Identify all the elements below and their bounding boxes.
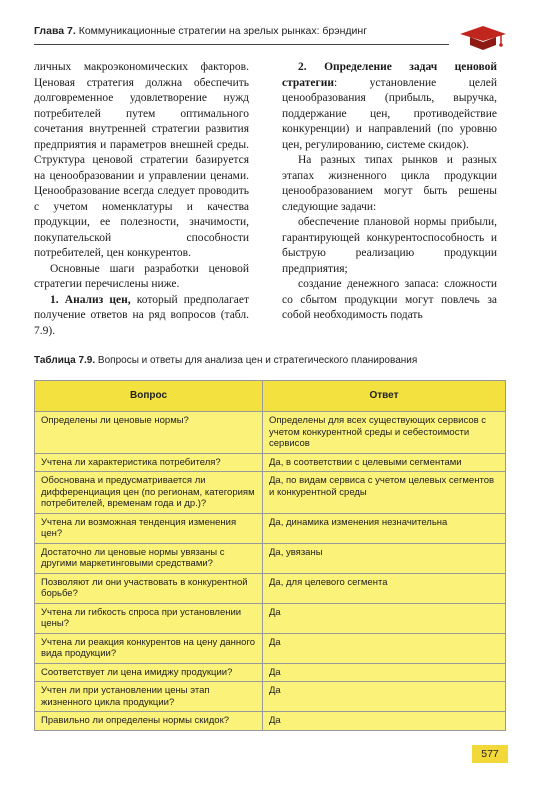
answer-cell: Да, для целевого сегмента — [263, 573, 506, 603]
chapter-label: Глава 7. — [34, 25, 76, 37]
table-row — [35, 712, 506, 731]
graduation-cap-icon — [458, 22, 508, 52]
list-item: создание денежного запаса: сложности со сбытом продукции могут повлечь за собой необходимость подать — [282, 278, 497, 321]
paragraph: личных макроэкономических факторов. Ценовая стратегия должна обеспечить долговременное удовлетворение нужд потребителей путем оптимального сочетания внутренней стратегии развития предприятия и параметров внешней среды. Структура ценовой стратегии базируется на ценообразовании и управлении ценами. Ценообразование всегда следует проводить с учетом номенклатуры и качества продукции, ее полезности, значимости, покупательской способности потребителей, цен конкурентов. — [34, 61, 249, 259]
column-header-question: Вопрос — [35, 381, 263, 412]
table-row — [35, 412, 506, 454]
paragraph: Основные шаги разработки ценовой стратегии перечислены ниже. — [34, 262, 249, 290]
table-row — [35, 453, 506, 472]
table-row — [35, 603, 506, 633]
answer-cell: Да — [263, 663, 506, 682]
question-cell: Определены ли ценовые нормы? — [35, 412, 263, 454]
question-cell: Учтена ли характеристика потребителя? — [35, 453, 263, 472]
question-cell: Учтена ли возможная тенденция изменения цен? — [35, 513, 263, 543]
right-text-column — [282, 60, 497, 324]
table-caption-text: Вопросы и ответы для анализа цен и стратегического планирования — [97, 355, 418, 366]
answer-cell: Да — [263, 603, 506, 633]
paragraph: На разных типах рынков и разных этапах жизненного цикла продукции ценообразованием могут быть решены следующие задачи: — [282, 154, 497, 213]
step-heading: 1. Анализ цен, — [50, 293, 131, 306]
answer-cell: Да — [263, 633, 506, 663]
list-item: обеспечение плановой нормы прибыли, гарантирующей конкурентоспособность и быструю реализацию продукции предприятия; — [282, 216, 497, 275]
header-divider — [34, 44, 449, 45]
answer-cell: Определены для всех существующих сервисов с учетом конкурентной среды и себестоимости сервисов — [263, 412, 506, 454]
table-row — [35, 513, 506, 543]
question-cell: Соответствует ли цена имиджу продукции? — [35, 663, 263, 682]
answer-cell: Да, по видам сервиса с учетом целевых сегментов и конкурентной среды — [263, 472, 506, 514]
question-cell: Правильно ли определены нормы скидок? — [35, 712, 263, 731]
question-cell: Учтена ли реакция конкурентов на цену данного вида продукции? — [35, 633, 263, 663]
table-row — [35, 633, 506, 663]
table-row — [35, 573, 506, 603]
chapter-title: Коммуникационные стратегии на зрелых рынках: брэндинг — [78, 25, 368, 37]
question-cell: Учтен ли при установлении цены этап жизненного цикла продукции? — [35, 682, 263, 712]
running-header — [34, 24, 506, 44]
question-cell: Позволяют ли они участвовать в конкурентной борьбе? — [35, 573, 263, 603]
page-number: 577 — [472, 745, 508, 763]
table-body — [35, 412, 506, 731]
step-heading: 2. Определение задач ценовой стратегии — [282, 61, 497, 89]
paragraph: 2. Определение задач ценовой стратегии: установление целей ценообразования (прибыль, выручка, поддержание цен, противодействие конкуренции) и направлений (по уровню цен, регулированию, системе скидок). — [282, 61, 497, 151]
question-cell: Учтена ли гибкость спроса при установлении цены? — [35, 603, 263, 633]
table-caption — [34, 354, 506, 367]
answer-cell: Да, динамика изменения незначительна — [263, 513, 506, 543]
table-row — [35, 663, 506, 682]
question-cell: Обоснована и предусматривается ли дифференциация цен (по регионам, категориям потребителей, временам года и др.)? — [35, 472, 263, 514]
answer-cell: Да — [263, 682, 506, 712]
table-row — [35, 543, 506, 573]
table-caption-label: Таблица 7.9. — [34, 355, 96, 366]
qa-table — [34, 380, 506, 731]
answer-cell: Да, в соответствии с целевыми сегментами — [263, 453, 506, 472]
table-row — [35, 472, 506, 514]
table-row — [35, 682, 506, 712]
paragraph: 1. Анализ цен, который предполагает получение ответов на ряд вопросов (табл. 7.9). — [34, 293, 249, 337]
question-cell: Достаточно ли ценовые нормы увязаны с другими маркетинговыми средствами? — [35, 543, 263, 573]
column-header-answer: Ответ — [263, 381, 506, 412]
answer-cell: Да — [263, 712, 506, 731]
answer-cell: Да, увязаны — [263, 543, 506, 573]
table-header-row — [35, 381, 506, 412]
left-text-column — [34, 60, 249, 339]
